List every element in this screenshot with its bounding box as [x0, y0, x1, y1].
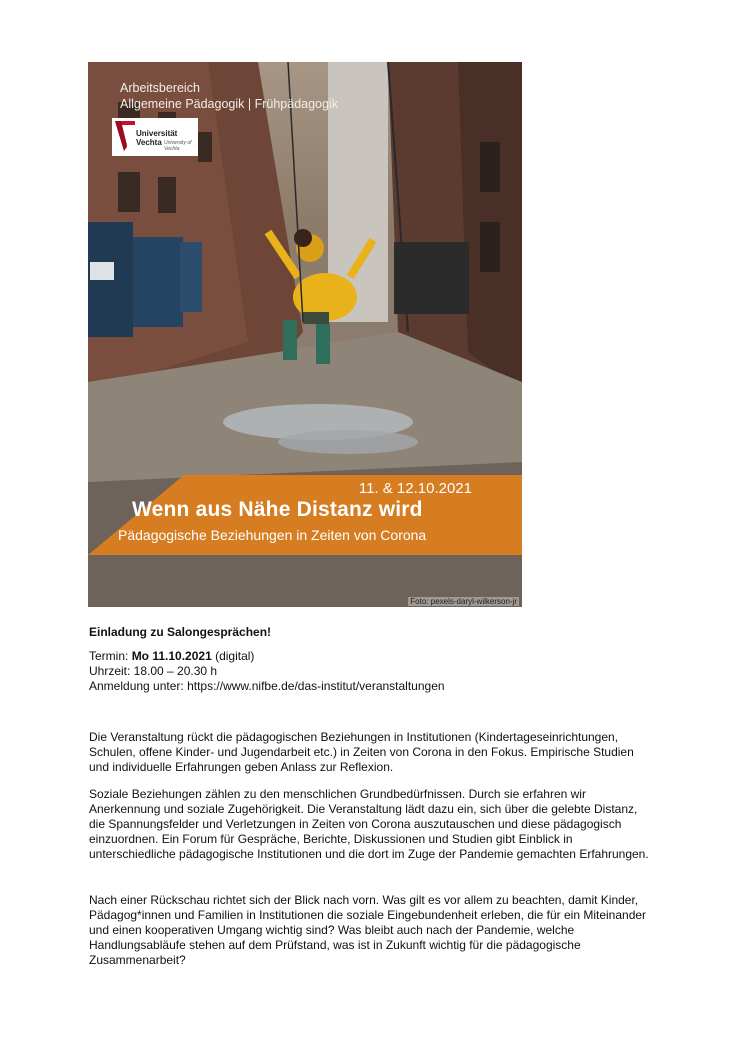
event-title: Wenn aus Nähe Distanz wird [132, 498, 423, 521]
termin-line [89, 649, 655, 664]
event-poster [88, 62, 522, 607]
orange-banner [88, 62, 522, 607]
termin-suffix: (digital) [211, 649, 255, 663]
termin-value: Mo 11.10.2021 [131, 649, 212, 663]
logo-subtitle: University of Vechta [164, 140, 192, 152]
event-subtitle: Pädagogische Beziehungen in Zeiten von Corona [118, 527, 427, 543]
department-line-1: Arbeitsbereich [120, 81, 200, 95]
event-date: 11. & 12.10.2021 [358, 480, 472, 497]
heading-text: Einladung zu Salongesprächen! [89, 625, 272, 639]
event-details [89, 649, 655, 694]
logo-name: Universität Vechta [136, 129, 178, 147]
paragraph-text: Nach einer Rückschau richtet sich der Blick nach vorn. Was gilt es vor allem zu beachten, damit Kinder, Pädagog*innen und Familien in Institutionen die soziale Eingebundenheit erleben, die für ein Miteinander und einen kooperativen Umgang wichtig sind? Was bleibt auch nach der Pandemie, welche Handlungsabläufe stehen auf dem Prüfstand, was ist in Zukunft wichtig für die pädagogische Zusammenarbeit? [89, 893, 647, 967]
invitation-heading [89, 625, 655, 640]
time-line: Uhrzeit: 18.00 – 20.30 h [89, 664, 218, 678]
paragraph-1 [89, 730, 655, 775]
photo-credit: Foto: pexels-daryl-wilkerson-jr [410, 597, 517, 606]
paragraph-text: Die Veranstaltung rückt die pädagogischen Beziehungen in Institutionen (Kindertageseinrichtungen, Schulen, offene Kinder- und Jugendarbeit etc.) in Zeiten von Corona in den Fokus. Empirische Studien und individuelle Erfahrungen geben Anlass zur Reflexion. [89, 730, 634, 774]
termin-label: Termin: [89, 649, 132, 663]
paragraph-3 [89, 893, 655, 968]
department-line-2: Allgemeine Pädagogik | Frühpädagogik [120, 97, 338, 111]
registration-line: Anmeldung unter: https://www.nifbe.de/das-institut/veranstaltungen [89, 679, 445, 693]
paragraph-text: Soziale Beziehungen zählen zu den menschlichen Grundbedürfnissen. Durch sie erfahren wir Anerkennung und soziale Zugehörigkeit. Die Veranstaltung lädt dazu ein, sich über die gelebte Distanz, die Spannungsfelder und Verletzungen in Zeiten von Corona auszutauschen und diese pädagogisch einzuordnen. Ein Forum für Gespräche, Berichte, Diskussionen und Studien gibt Einblick in unterschiedliche pädagogische Institutionen und die dort im Zuge der Pandemie gemachten Erfahrungen. [89, 787, 649, 861]
paragraph-2 [89, 787, 655, 862]
